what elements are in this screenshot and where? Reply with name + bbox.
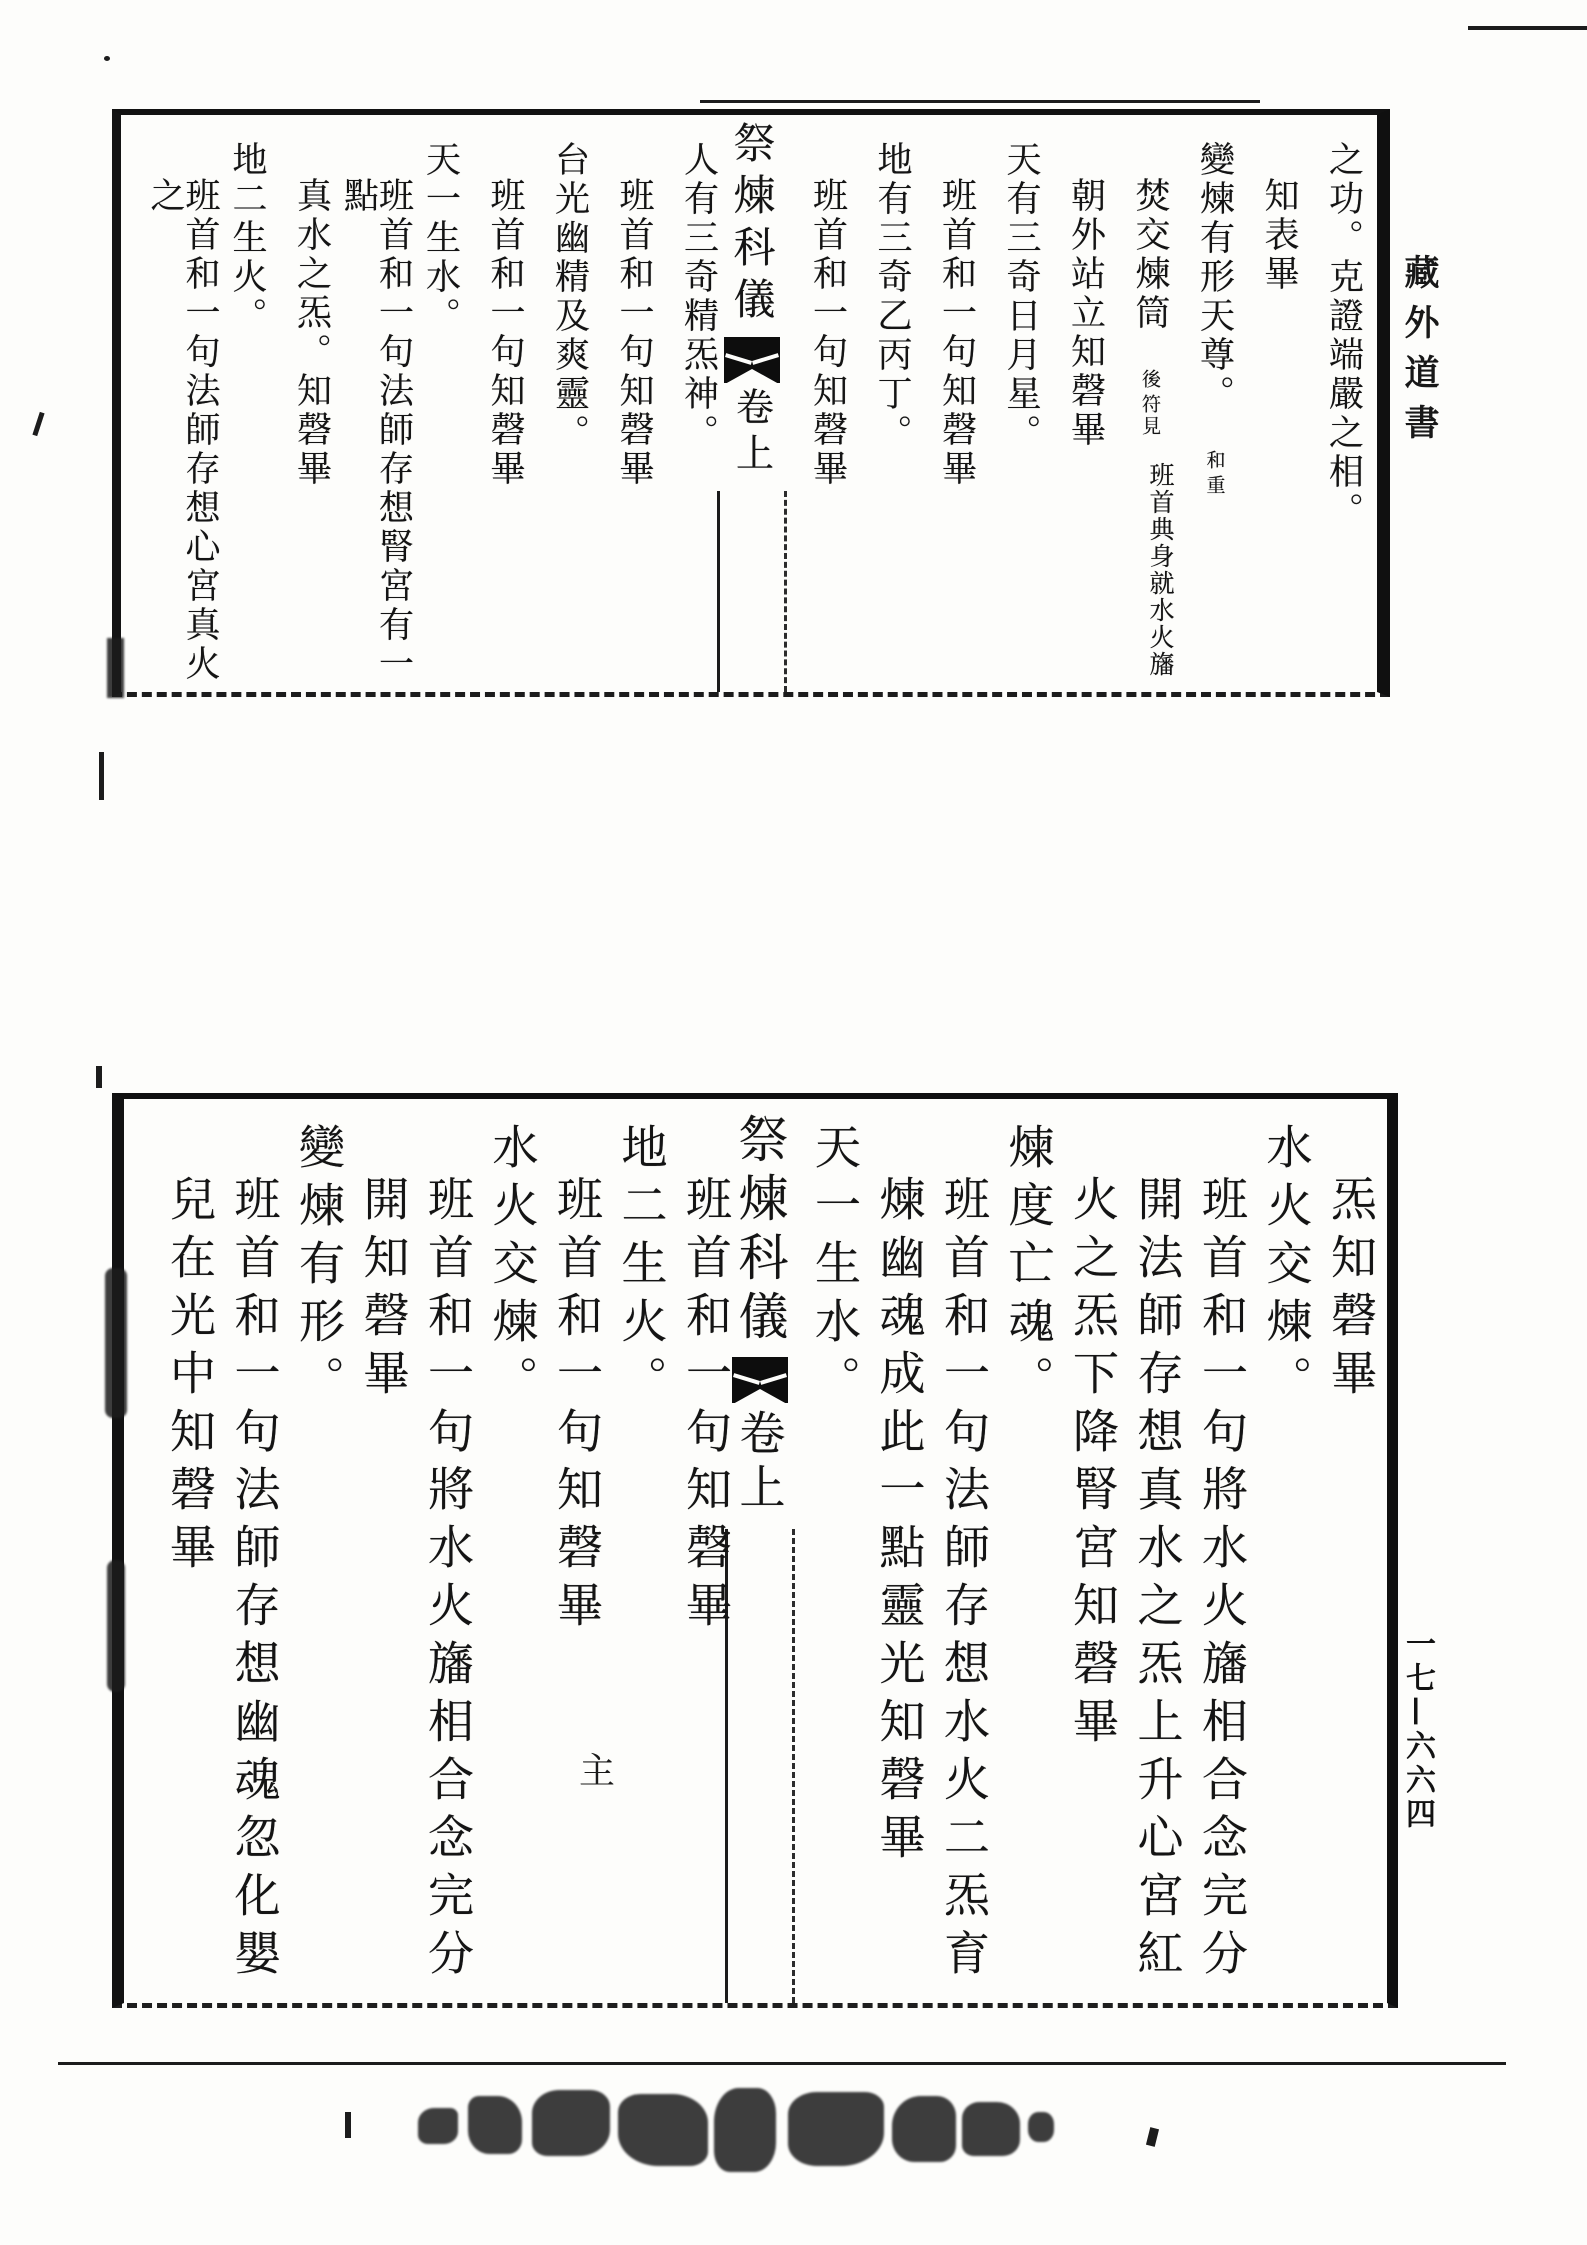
scan-artifact [962, 2102, 1020, 2156]
scan-artifact [99, 752, 104, 800]
text-column [1259, 1099, 1315, 2003]
text-column [993, 115, 1049, 692]
scan-artifact [105, 1268, 127, 1418]
text-column [1130, 1099, 1186, 2003]
scan-artifact [714, 2088, 776, 2172]
scan-artifact [1028, 2112, 1054, 2142]
scan-artifact [96, 1066, 102, 1088]
annotation-left: 和 [1203, 450, 1226, 472]
annotation-right: 符見 [1139, 394, 1161, 438]
text-column [219, 115, 275, 692]
column-text: 之功。克證端嚴之相。 [1323, 141, 1364, 531]
scan-artifact [1468, 26, 1587, 30]
text-column [412, 115, 468, 692]
scan-artifact [892, 2096, 956, 2162]
text-column [606, 115, 662, 692]
text-column [1251, 115, 1307, 692]
column-text: 地有三奇乙丙丁。 [872, 141, 912, 453]
top-page-block [112, 109, 1390, 697]
scan-artifact [104, 56, 110, 61]
column-text: 班首和一句知磬畢 [679, 1175, 733, 1639]
text-column [1194, 1099, 1250, 2003]
column-text: 天一生水。 [808, 1123, 862, 1413]
column-text: 水火交煉。 [1259, 1123, 1314, 1413]
scan-artifact [468, 2096, 522, 2154]
column-text: 班首和一句知磬畢 [485, 177, 525, 489]
column-text: 地二生火。 [227, 141, 267, 336]
text-column [864, 115, 920, 692]
scan-artifact [32, 412, 44, 436]
column-text: 焚交煉筒 符見 後 班首典身就水火旛 [1130, 177, 1175, 678]
column-text: 火之炁下降腎宮知磬畢 [1066, 1175, 1120, 1755]
column-text: 班首和一句知磬畢 [936, 177, 977, 489]
scan-artifact [107, 638, 124, 698]
text-column [872, 1099, 928, 2003]
text-column [356, 1099, 412, 2003]
column-text: 水火交煉。 [485, 1123, 540, 1413]
text-column [283, 115, 339, 692]
page-mark: 主 [578, 1751, 615, 1792]
continuation-text: 班首典身就水火旛 [1146, 462, 1175, 678]
text-column [928, 115, 984, 692]
scan-artifact [788, 2092, 884, 2166]
text-column [807, 1099, 863, 2003]
column-text: 變煉有形天尊。 重 和 [1197, 115, 1232, 692]
text-column [1122, 115, 1178, 692]
column-text: 天一生水。 [420, 141, 461, 336]
text-column [477, 115, 533, 692]
fishtail-marker-icon [724, 337, 780, 383]
column-text: 天有三奇日月星。 [1001, 141, 1041, 453]
annotation-left: 後 [1139, 369, 1161, 391]
text-column [420, 1099, 476, 2003]
text-column [799, 115, 855, 692]
column-text: 班首和一句將水火旛相合念完分 [1195, 1175, 1249, 1987]
column-text: 煉度亡魂。 [1001, 1123, 1056, 1413]
text-column [145, 115, 220, 692]
text-column [338, 115, 414, 692]
column-text: 班首和一句法師存想腎宮有一點 [338, 177, 414, 684]
column-text: 真水之炁。知磬畢 [291, 177, 332, 489]
column-text: 班首和一句法師存想水火二炁育 [937, 1175, 991, 1987]
column-text: 人有三奇精炁神。 [678, 141, 719, 453]
text-column [291, 1099, 347, 2003]
banxin-title: 祭煉科儀 [730, 1113, 789, 1349]
series-title: 藏外道書 [1399, 254, 1440, 454]
column-text: 班首和一句知磬畢 [614, 177, 654, 489]
column-text: 班首和一句知磬畢 [550, 1175, 604, 1639]
text-column [1186, 115, 1242, 692]
scan-artifact [700, 100, 1260, 103]
text-column [678, 1099, 734, 2003]
scan-artifact [107, 1560, 125, 1692]
page-number: 一七—六六四 [1400, 1628, 1435, 1832]
column-text: 知表畢 [1259, 177, 1299, 294]
scan-artifact [532, 2090, 610, 2156]
scan-artifact [1146, 2127, 1159, 2147]
column-text: 班首和一句知磬畢 [807, 177, 848, 489]
column-text: 朝外站立知磬畢 [1065, 177, 1106, 450]
text-column [1315, 115, 1371, 692]
scan-artifact [345, 2112, 351, 2138]
text-column [485, 1099, 541, 2003]
column-text: 炁知磬畢 [1324, 1175, 1378, 1407]
fishtail-marker-icon [732, 1357, 788, 1403]
banxin-title: 祭煉科儀 [727, 121, 777, 329]
banxin-fold-lines [725, 1529, 795, 2003]
banxin-fold-lines [717, 491, 787, 692]
column-text: 地二生火。 [614, 1123, 669, 1413]
bottom-page-block [112, 1093, 1398, 2008]
scan-artifact [418, 2108, 458, 2144]
text-column [1001, 1099, 1057, 2003]
text-column [541, 115, 597, 692]
text-column [614, 1099, 670, 2003]
banxin-juan: 卷上 [729, 387, 774, 479]
column-text: 台光幽精及爽靈。 [549, 141, 590, 453]
column-text: 變煉有形。 [292, 1123, 346, 1413]
column-text: 煉幽魂成此一點靈光知磬畢 [872, 1175, 927, 1871]
text-column [227, 1099, 283, 2003]
text-column [670, 115, 726, 692]
column-text: 兒在光中知磬畢 [163, 1175, 217, 1581]
text-column [1323, 1099, 1379, 2003]
banxin-juan: 卷上 [732, 1409, 787, 1517]
scan-artifact [618, 2094, 708, 2166]
column-text: 開法師存想真水之炁上升心宮紅 [1130, 1175, 1185, 1987]
column-text: 開知磬畢 [356, 1175, 411, 1407]
column-text: 班首和一句將水火旛相合念完分 [421, 1175, 475, 1987]
column-text: 班首和一句法師存想心宮真火之 [145, 177, 220, 684]
text-column [936, 1099, 992, 2003]
text-column [162, 1099, 218, 2003]
interlinear-annotation [1205, 414, 1224, 503]
annotation-right: 重 [1203, 475, 1226, 497]
text-column [1057, 115, 1113, 692]
interlinear-annotation [1140, 333, 1159, 444]
text-column [1065, 1099, 1121, 2003]
column-text: 班首和一句法師存想幽魂忽化嬰 [227, 1175, 282, 1987]
text-column [549, 1099, 605, 2003]
scan-artifact [58, 2062, 1506, 2065]
